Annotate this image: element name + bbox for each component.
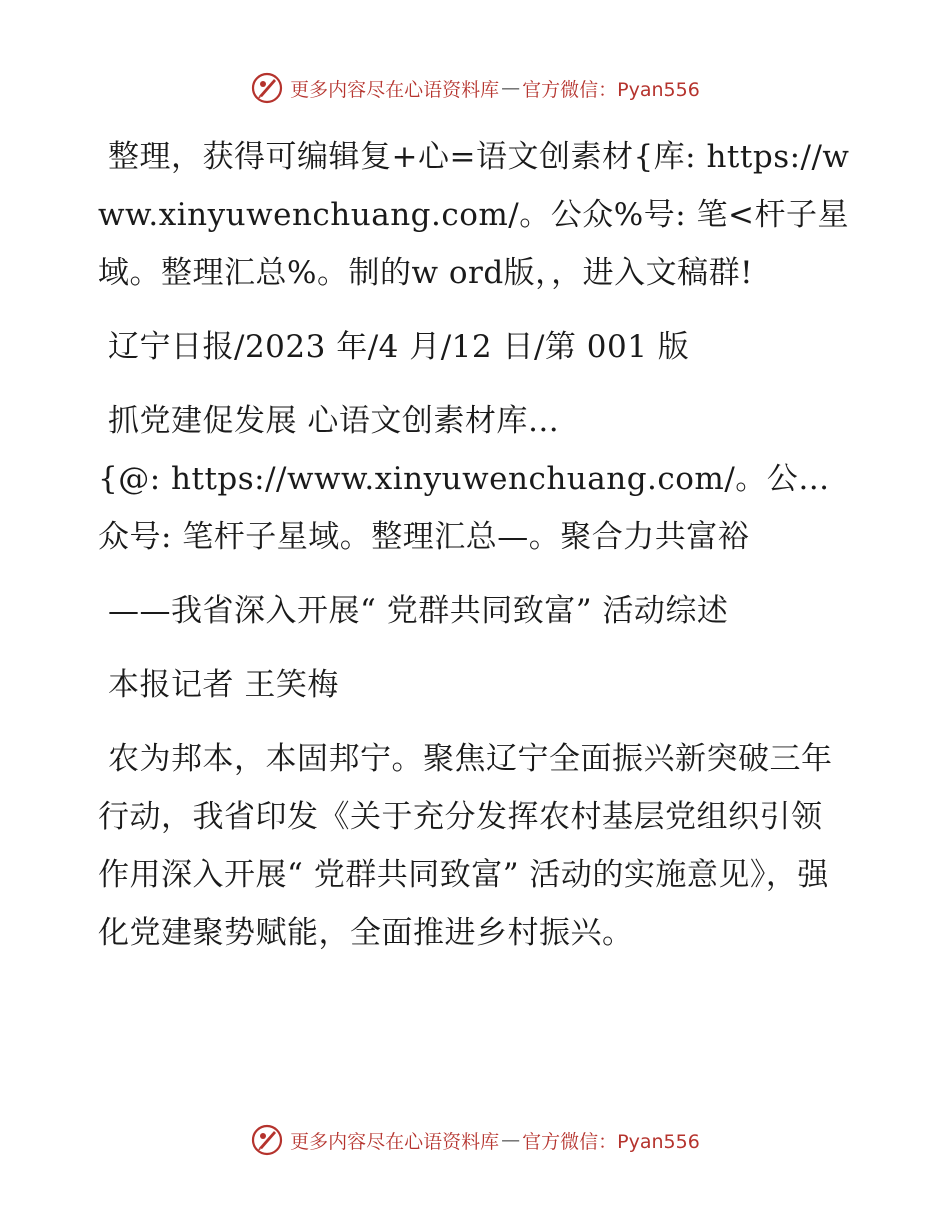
quill-pen-icon (250, 71, 284, 105)
intro-paragraph: 整理，获得可编辑复+心=语文创素材{库: https://www.xinyuwenchuang.com/。公众%号: 笔<杆子星域。整理汇总%。制的w ord版，，进入文稿群! (98, 139, 850, 291)
quill-pen-icon (250, 1123, 284, 1157)
watermark-right-text: 官方微信：Pyan556 (522, 78, 700, 101)
source-line: 辽宁日报/2023 年/4 月/12 日/第 001 版 (108, 329, 690, 365)
body-paragraph: 农为邦本，本固邦宁。聚焦辽宁全面振兴新突破三年行动，我省印发《关于充分发挥农村基层党组织引领作用深入开展“ 党群共同致富” 活动的实施意见》，强化党建聚势赋能，全面推进乡村振兴。 (98, 741, 833, 951)
document-body (98, 128, 850, 978)
watermark-left-text: 更多内容尽在心语资料库 (290, 78, 500, 101)
source-link-line: {@: https://www.xinyuwenchuang.com/。公…众号: 笔杆子星域。整理汇总—。聚合力共富裕 (98, 461, 830, 555)
watermark-left-text: 更多内容尽在心语资料库 (290, 1130, 500, 1153)
byline: 本报记者 王笑梅 (108, 667, 339, 703)
footer-watermark (0, 1122, 950, 1158)
watermark-dash: — (501, 1129, 521, 1151)
header-watermark (0, 70, 950, 106)
watermark-right-text: 官方微信：Pyan556 (522, 1130, 700, 1153)
watermark-dash: — (501, 77, 521, 99)
title-line: 抓党建促发展 心语文创素材库… (108, 403, 560, 439)
subtitle-line: ——我省深入开展“ 党群共同致富” 活动综述 (108, 593, 729, 629)
